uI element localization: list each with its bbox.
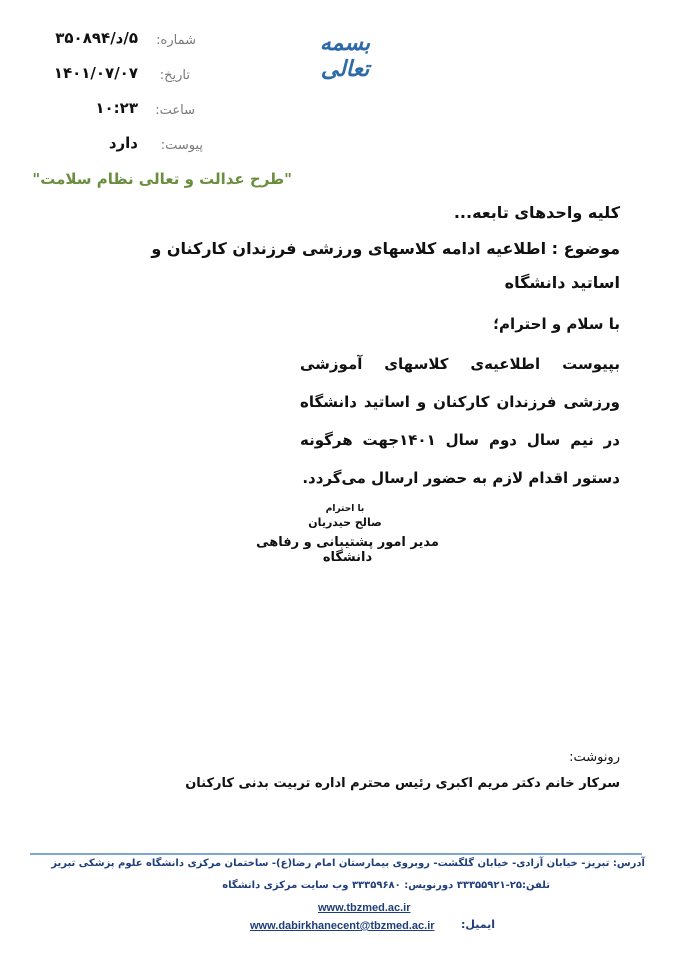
time-label: ساعت:	[155, 103, 195, 118]
footer-website-link[interactable]: www.tbzmed.ac.ir	[318, 902, 411, 914]
date-value: ۱۴۰۱/۰۷/۰۷	[53, 64, 138, 82]
number-label: شماره:	[156, 33, 196, 48]
addressee: کلیه واحدهای تابعه...	[453, 203, 620, 222]
footer-phones: تلفن:۲۵-۳۳۳۵۵۹۲۱ دورنویس: ۳۳۳۵۹۶۸۰ وب سایت مرکزی دانشگاه	[222, 880, 550, 891]
subject-line-2: اساتید دانشگاه	[504, 273, 620, 292]
footer-divider	[30, 853, 642, 855]
signature-regards: با احترام	[325, 504, 365, 514]
attachment-label: پیوست:	[160, 138, 203, 153]
letter-body: بپیوست اطلاعیه‌ی کلاسهای آموزشی ورزشی فرزندان کارکنان و اساتید دانشگاه در نیم سال دوم سال ۱۴۰۱جهت هرگونه دستور اقدام لازم به حضور ارسال می‌گردد.	[300, 355, 620, 487]
slogan: "طرح عدالت و تعالی نظام سلامت"	[32, 170, 292, 188]
signature-name: صالح حیدریان	[308, 516, 382, 529]
number-value: ۵/د/۳۵۰۸۹۴	[55, 29, 138, 47]
greeting: با سلام و احترام؛	[493, 315, 620, 333]
footer-address: آدرس: تبریز- خیابان آزادی- خیابان گلگشت- روبروی بیمارستان امام رضا(ع)- ساختمان مرکزی دانشگاه علوم پزشکی تبریز	[51, 858, 645, 869]
cc-recipient: سرکار خانم دکتر مریم اکبری رئیس محترم اداره تربیت بدنی کارکنان	[185, 776, 620, 791]
signature-title: مدیر امور پشتیبانی و رفاهی دانشگاه	[256, 535, 439, 565]
attachment-value: دارد	[108, 134, 138, 152]
time-value: ۱۰:۲۳	[95, 99, 138, 117]
footer-email-label: ایمیل:	[461, 918, 495, 931]
subject-line-1: موضوع : اطلاعیه ادامه کلاسهای ورزشی فرزندان کارکنان و	[151, 239, 620, 258]
cc-label: رونوشت:	[569, 750, 620, 765]
footer-email-link[interactable]: www.dabirkhanecent@tbzmed.ac.ir	[250, 920, 435, 932]
date-label: تاریخ:	[159, 68, 190, 83]
bismillah-heading: بسمه تعالی	[319, 30, 371, 82]
